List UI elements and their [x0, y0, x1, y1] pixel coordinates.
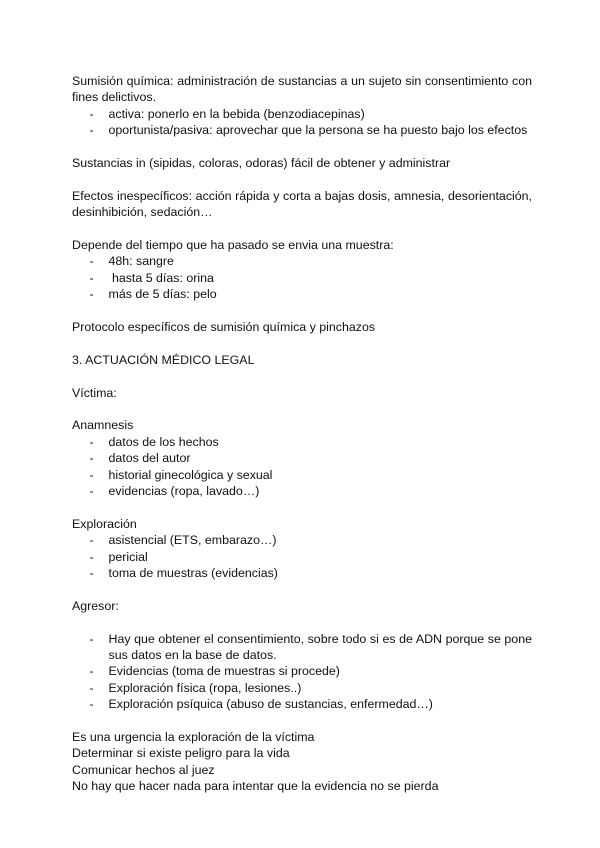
- list-item: - historial ginecológica y sexual: [72, 467, 532, 483]
- protocol-paragraph: Protocolo específicos de sumisión química y pinchazos: [72, 320, 376, 335]
- list-item: - hasta 5 días: orina: [72, 270, 532, 286]
- section-heading: 3. ACTUACIÓN MÉDICO LEGAL: [72, 352, 255, 367]
- list-item: - asistencial (ETS, embarazo…): [72, 532, 532, 548]
- anamnesis-heading: Anamnesis: [72, 418, 134, 433]
- closing-line: Es una urgencia la exploración de la víctima: [72, 730, 315, 745]
- list-item: - más de 5 días: pelo: [72, 286, 532, 302]
- exploracion-list: [72, 532, 532, 581]
- substances-paragraph: Sustancias in (sipidas, coloras, odoras) fácil de obtener y administrar: [72, 156, 451, 171]
- closing-line: Comunicar hechos al juez: [72, 762, 215, 777]
- list-item: - Exploración psíquica (abuso de sustancias, enfermedad…): [72, 696, 532, 712]
- closing-line: No hay que hacer nada para intentar que la evidencia no se pierda: [72, 779, 439, 794]
- list-item: - Hay que obtener el consentimiento, sobre todo si es de ADN porque se pone sus datos en la base de datos.: [72, 631, 532, 664]
- definition-paragraph: Sumisión química: administración de sustancias a un sujeto sin consentimiento con fines delictivos.: [72, 74, 532, 105]
- list-item: - activa: ponerlo en la bebida (benzodiacepinas): [72, 106, 532, 122]
- victim-label: Víctima:: [72, 385, 117, 400]
- list-item: - Exploración física (ropa, lesiones..): [72, 680, 532, 696]
- list-item: - toma de muestras (evidencias): [72, 565, 532, 581]
- exploracion-heading: Exploración: [72, 516, 137, 531]
- closing-line: Determinar si existe peligro para la vida: [72, 746, 290, 761]
- list-item: - Evidencias (toma de muestras si procede): [72, 663, 532, 679]
- list-item: - 48h: sangre: [72, 253, 532, 269]
- anamnesis-list: [72, 434, 532, 500]
- submission-types-list: [72, 106, 532, 139]
- list-item: - datos de los hechos: [72, 434, 532, 450]
- list-item: - datos del autor: [72, 450, 532, 466]
- document-page: [72, 73, 532, 795]
- agresor-label: Agresor:: [72, 598, 119, 613]
- list-item: - evidencias (ropa, lavado…): [72, 483, 532, 499]
- list-item: - oportunista/pasiva: aprovechar que la persona se ha puesto bajo los efectos: [72, 122, 532, 138]
- sample-timing-list: [72, 253, 532, 302]
- list-item: - pericial: [72, 549, 532, 565]
- effects-paragraph: Efectos inespecíficos: acción rápida y corta a bajas dosis, amnesia, desorientación, desinhibición, sedación…: [72, 188, 532, 220]
- sample-timing-paragraph: Depende del tiempo que ha pasado se envia una muestra:: [72, 238, 394, 253]
- agresor-list: [72, 631, 532, 713]
